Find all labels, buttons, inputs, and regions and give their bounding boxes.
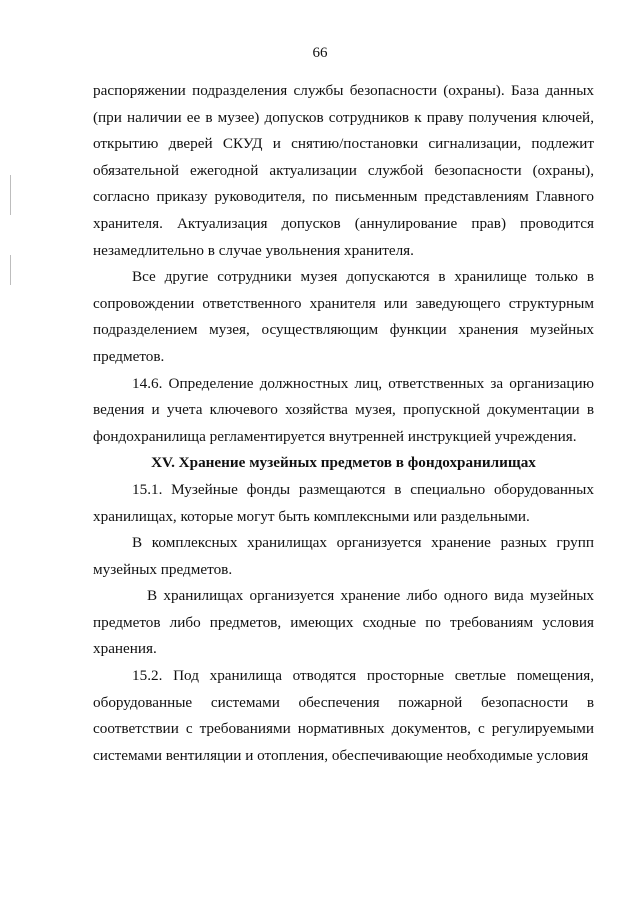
section-heading: XV. Хранение музейных предметов в фондохранилищах xyxy=(151,454,536,472)
scan-edge-mark xyxy=(10,255,11,285)
paragraph: В комплексных хранилищах организуется хранение разных групп музейных предметов. xyxy=(93,534,594,578)
paragraph: 15.1. Музейные фонды размещаются в специально оборудованных хранилищах, которые могут быть комплексными или раздельными. xyxy=(93,480,594,525)
document-body xyxy=(93,78,594,769)
paragraph: распоряжении подразделения службы безопасности (охраны). База данных (при наличии ее в музее) допусков сотрудников к праву получения ключей, открытию дверей СКУД и снятию/постановки сигнализации, подлежит обязательной ежегодной актуализации службой безопасности (охраны), согласно приказу руководителя, по письменным представлениям Главного хранителя. Актуализация допусков (аннулирование прав) проводится незамедлительно в случае увольнения хранителя. xyxy=(93,82,594,259)
paragraph: 15.2. Под хранилища отводятся просторные светлые помещения, оборудованные системами обеспечения пожарной безопасности в соответствии с требованиями нормативных документов, с регулируемыми системами вентиляции и отопления, обеспечивающие необходимые условия xyxy=(93,667,594,764)
paragraph: В хранилищах организуется хранение либо одного вида музейных предметов либо предметов, имеющих сходные по требованиям условия хранения. xyxy=(93,587,594,658)
scan-edge-mark xyxy=(10,175,11,215)
paragraph: 14.6. Определение должностных лиц, ответственных за организацию ведения и учета ключевого хозяйства музея, пропускной документации в фондохранилища регламентируется внутренней инструкцией учреждения. xyxy=(93,374,594,445)
paragraph: Все другие сотрудники музея допускаются в хранилище только в сопровождении ответственного хранителя или заведующего структурным подразделением музея, осуществляющим функции хранения музейных предметов. xyxy=(93,268,594,365)
page-number: 66 xyxy=(312,45,328,61)
